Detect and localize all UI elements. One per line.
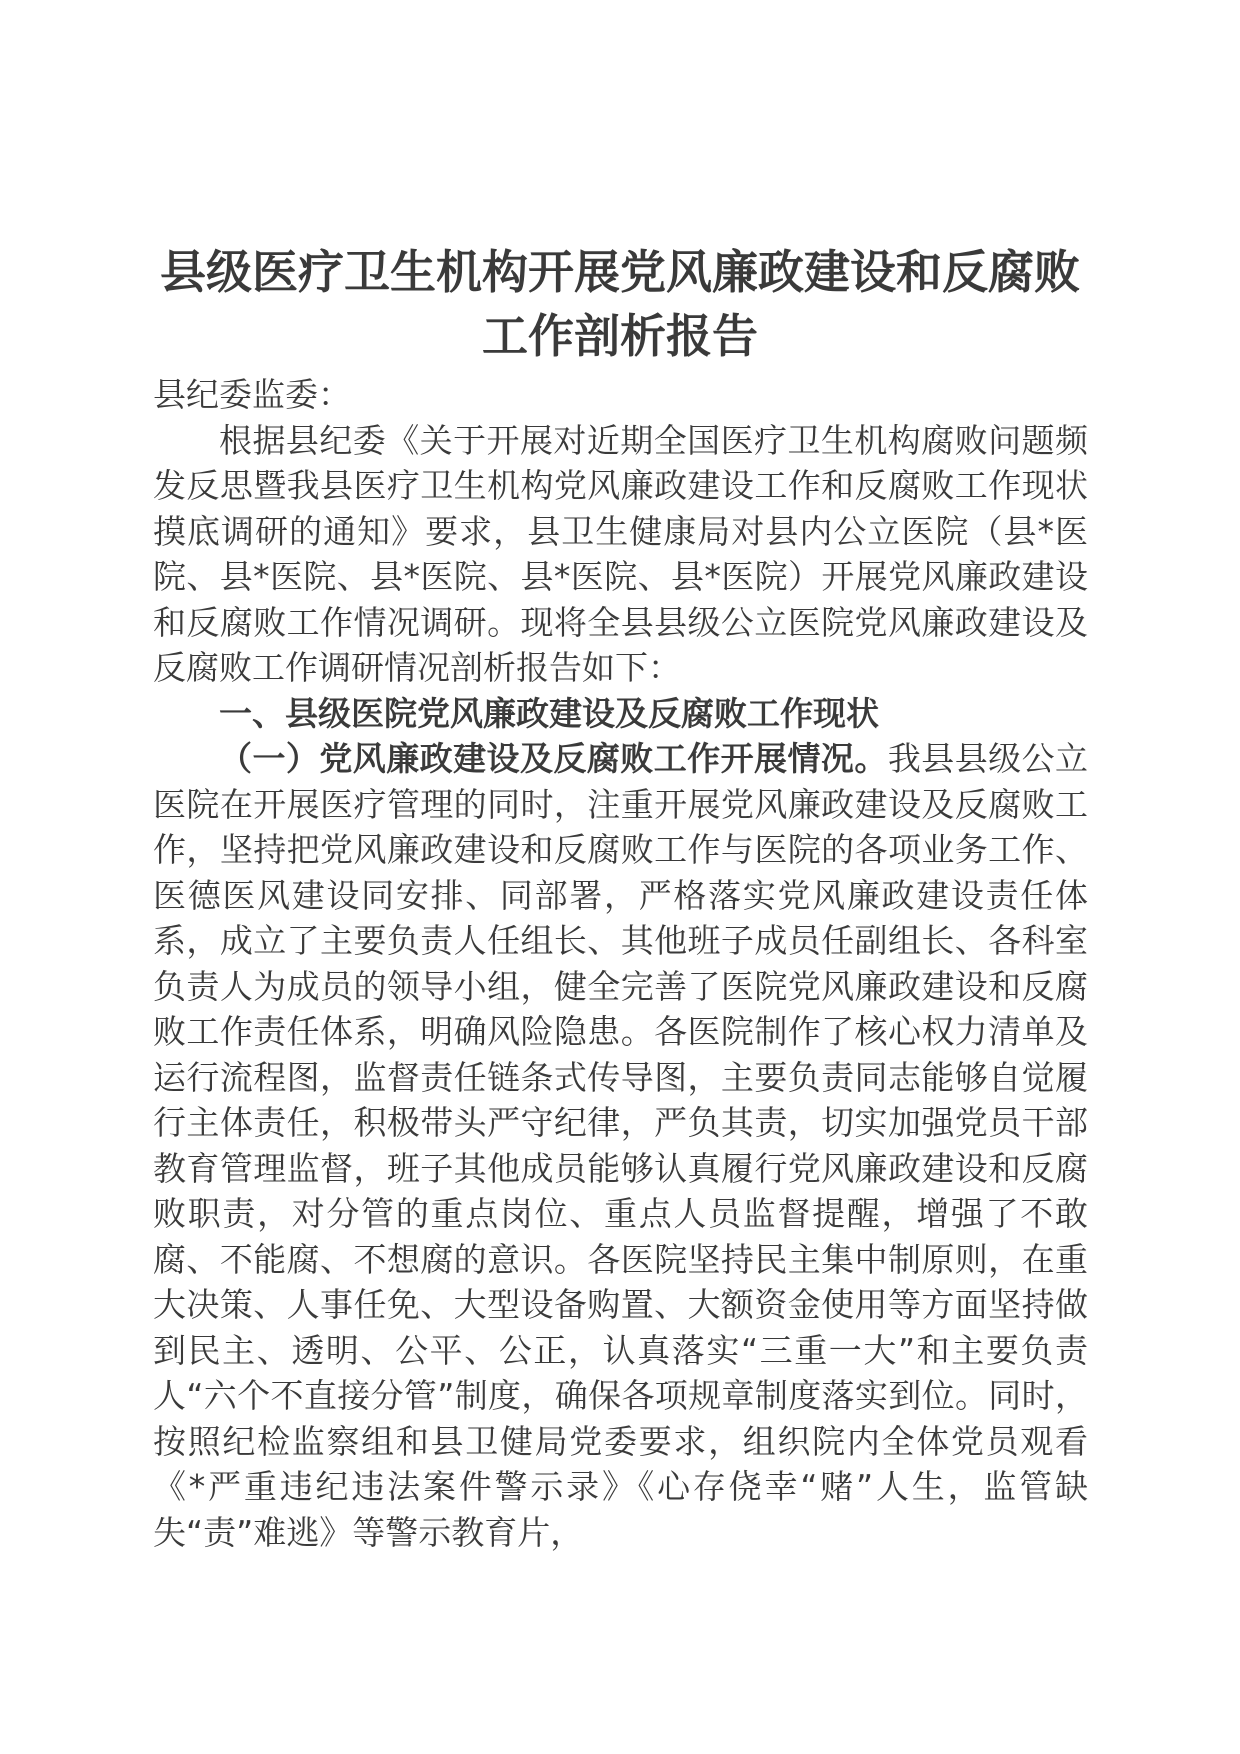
salutation: 县纪委监委： — [153, 375, 351, 414]
section-heading: 一、县级医院党风廉政建设及反腐败工作现状 — [219, 693, 879, 733]
intro-paragraph: 根据县纪委《关于开展对近期全国医疗卫生机构腐败问题频发反思暨我县医疗卫生机构党风廉政建设工作和反腐败工作现状摸底调研的通知》要求，县卫生健康局对县内公立医院（县*医院、县*医院、县*医院、县*医院、县*医院）开展党风廉政建设和反腐败工作情况调研。现将全县县级公立医院党风廉政建设及反腐败工作调研情况剖析报告如下： — [153, 420, 1088, 687]
title-line-1: 县级医疗卫生机构开展党风廉政建设和反腐败 — [160, 245, 1080, 299]
document-title — [140, 240, 1100, 368]
title-line-2: 工作剖析报告 — [482, 309, 758, 363]
subsection-paragraph — [153, 736, 1088, 1555]
document-body — [153, 372, 1088, 1555]
subsection-body: 我县县级公立医院在开展医疗管理的同时，注重开展党风廉政建设及反腐败工作，坚持把党风廉政建设和反腐败工作与医院的各项业务工作、医德医风建设同安排、同部署，严格落实党风廉政建设责任体系，成立了主要负责人任组长、其他班子成员任副组长、各科室负责人为成员的领导小组，健全完善了医院党风廉政建设和反腐败工作责任体系，明确风险隐患。各医院制作了核心权力清单及运行流程图，监督责任链条式传导图，主要负责同志能够自觉履行主体责任，积极带头严守纪律，严负其责，切实加强党员干部教育管理监督，班子其他成员能够认真履行党风廉政建设和反腐败职责，对分管的重点岗位、重点人员监督提醒，增强了不敢腐、不能腐、不想腐的意识。各医院坚持民主集中制原则，在重大决策、人事任免、大型设备购置、大额资金使用等方面坚持做到民主、透明、公平、公正，认真落实“三重一大”和主要负责人“六个不直接分管”制度，确保各项规章制度落实到位。同时，按照纪检监察组和县卫健局党委要求，组织院内全体党员观看《*严重违纪违法案件警示录》《心存侥幸“赌”人生，监管缺失“责”难逃》等警示教育片， — [153, 739, 1089, 1552]
subsection-lead: （一）党风廉政建设及反腐败工作开展情况。 — [219, 739, 888, 778]
